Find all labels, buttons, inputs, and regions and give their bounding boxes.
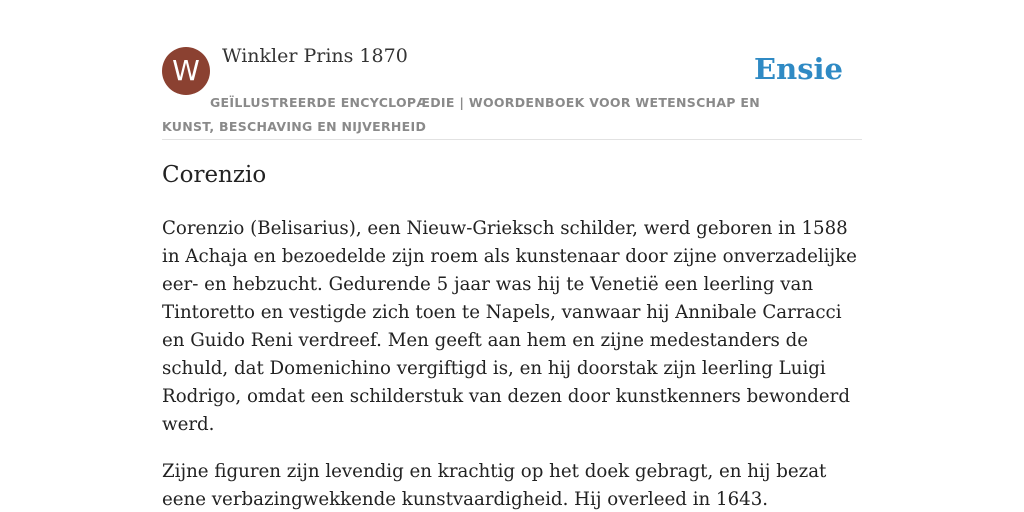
- header-divider: [162, 139, 862, 140]
- source-avatar[interactable]: W: [162, 47, 210, 95]
- source-title[interactable]: Winkler Prins 1870: [222, 45, 408, 67]
- article-paragraph: Corenzio (Belisarius), een Nieuw-Grieksch schilder, werd geboren in 1588 in Achaja en bezoedelde zijn roem als kunstenaar door zijne onverzadelijke eer- en hebzucht. Gedurende 5 jaar was hij te Venetië een leerling van Tintoretto en vestigde zich toen te Napels, vanwaar hij Annibale Carracci en Guido Reni verdreef. Men geeft aan hem en zijne medestanders de schuld, dat Domenichino vergiftigd is, en hij doorstak zijn leerling Luigi Rodrigo, omdat een schilderstuk van dezen door kunstkenners bewonderd werd.: [162, 218, 857, 435]
- source-subtitle: GEÏLLUSTREERDE ENCYCLOPÆDIE | WOORDENBOEK VOOR WETENSCHAP EN KUNST, BESCHAVING EN NIJVERHEID: [162, 95, 760, 134]
- brand-logo[interactable]: Ensie: [754, 52, 843, 86]
- article-paragraph: Zijne figuren zijn levendig en krachtig op het doek gebragt, en hij bezat eene verbazingwekkende kunstvaardigheid. Hij overleed in 1643.: [162, 461, 827, 510]
- article-title: Corenzio: [162, 162, 267, 188]
- article-body: [162, 215, 862, 512]
